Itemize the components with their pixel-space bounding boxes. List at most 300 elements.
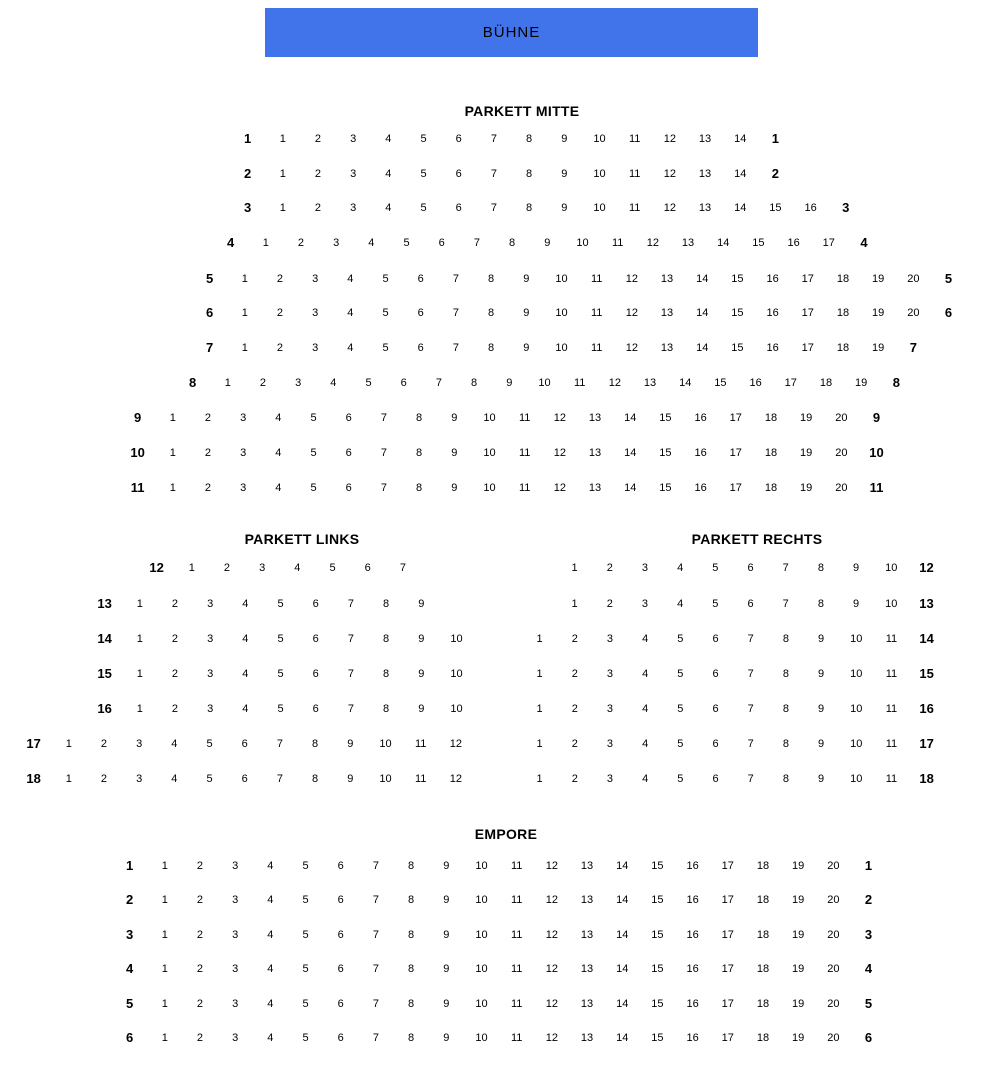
seat[interactable]: 5 xyxy=(206,738,213,750)
seat[interactable]: 11 xyxy=(414,738,427,750)
seat[interactable]: 9 xyxy=(523,273,530,285)
seat[interactable]: 19 xyxy=(872,273,885,285)
seat[interactable]: 3 xyxy=(232,860,239,872)
seat[interactable]: 4 xyxy=(267,860,274,872)
seat[interactable]: 3 xyxy=(350,168,357,180)
seat[interactable]: 2 xyxy=(606,598,613,610)
seat[interactable]: 17 xyxy=(801,342,814,354)
seat[interactable]: 19 xyxy=(800,447,813,459)
seat[interactable]: 7 xyxy=(452,273,459,285)
seat[interactable]: 7 xyxy=(747,773,754,785)
seat[interactable]: 4 xyxy=(171,738,178,750)
seat[interactable]: 2 xyxy=(196,929,204,941)
seat[interactable]: 17 xyxy=(729,482,742,494)
seat[interactable]: 4 xyxy=(368,237,375,249)
seat[interactable]: 14 xyxy=(616,929,629,941)
seat[interactable]: 13 xyxy=(698,133,712,145)
seat[interactable]: 4 xyxy=(677,562,684,574)
seat[interactable]: 10 xyxy=(475,860,488,872)
seat[interactable]: 2 xyxy=(223,562,231,574)
seat[interactable]: 15 xyxy=(651,1032,664,1044)
seat[interactable]: 16 xyxy=(804,202,817,214)
seat[interactable]: 20 xyxy=(827,929,840,941)
seat[interactable]: 3 xyxy=(207,598,214,610)
seat[interactable]: 3 xyxy=(641,562,649,574)
seat[interactable]: 11 xyxy=(510,963,523,975)
seat[interactable]: 8 xyxy=(817,598,824,610)
seat[interactable]: 5 xyxy=(310,412,317,424)
seat[interactable]: 17 xyxy=(784,377,797,389)
seat[interactable]: 7 xyxy=(347,703,354,715)
seat[interactable]: 17 xyxy=(721,998,734,1010)
seat[interactable]: 9 xyxy=(561,168,568,180)
seat[interactable]: 6 xyxy=(337,894,344,906)
seat[interactable]: 12 xyxy=(553,412,566,424)
seat[interactable]: 7 xyxy=(380,447,387,459)
seat[interactable]: 7 xyxy=(747,703,754,715)
seat[interactable]: 4 xyxy=(385,168,392,180)
seat[interactable]: 14 xyxy=(734,202,747,214)
seat[interactable]: 9 xyxy=(443,963,450,975)
seat[interactable]: 3 xyxy=(136,773,143,785)
seat[interactable]: 17 xyxy=(721,860,734,872)
seat[interactable]: 10 xyxy=(379,773,392,785)
seat[interactable]: 6 xyxy=(345,447,352,459)
seat[interactable]: 3 xyxy=(295,377,302,389)
seat[interactable]: 10 xyxy=(593,133,606,145)
seat[interactable]: 2 xyxy=(171,703,179,715)
seat[interactable]: 4 xyxy=(677,598,684,610)
seat[interactable]: 5 xyxy=(329,562,336,574)
seat[interactable]: 17 xyxy=(721,929,734,941)
seat[interactable]: 9 xyxy=(418,668,425,680)
seat[interactable]: 18 xyxy=(756,929,770,941)
seat[interactable]: 3 xyxy=(333,237,340,249)
seat[interactable]: 1 xyxy=(136,668,143,680)
seat[interactable]: 20 xyxy=(835,482,848,494)
seat[interactable]: 12 xyxy=(663,202,676,214)
seat[interactable]: 11 xyxy=(628,133,641,145)
seat[interactable]: 16 xyxy=(686,860,699,872)
seat[interactable]: 10 xyxy=(850,738,863,750)
seat[interactable]: 5 xyxy=(302,998,309,1010)
seat[interactable]: 10 xyxy=(475,963,488,975)
seat[interactable]: 9 xyxy=(818,668,825,680)
seat[interactable]: 13 xyxy=(698,202,712,214)
seat[interactable]: 20 xyxy=(835,447,848,459)
seat[interactable]: 13 xyxy=(588,412,602,424)
seat[interactable]: 4 xyxy=(347,342,354,354)
seat[interactable]: 1 xyxy=(65,773,72,785)
seat[interactable]: 1 xyxy=(536,633,543,645)
seat[interactable]: 7 xyxy=(372,894,379,906)
seat[interactable]: 20 xyxy=(907,307,920,319)
seat[interactable]: 9 xyxy=(443,998,450,1010)
seat[interactable]: 7 xyxy=(473,237,480,249)
seat[interactable]: 2 xyxy=(196,1032,204,1044)
seat[interactable]: 4 xyxy=(385,133,392,145)
seat[interactable]: 1 xyxy=(169,412,176,424)
seat[interactable]: 4 xyxy=(347,307,354,319)
seat[interactable]: 2 xyxy=(259,377,267,389)
seat[interactable]: 18 xyxy=(819,377,833,389)
seat[interactable]: 5 xyxy=(302,860,309,872)
seat[interactable]: 8 xyxy=(408,860,415,872)
seat[interactable]: 15 xyxy=(731,307,744,319)
seat[interactable]: 2 xyxy=(196,894,204,906)
seat[interactable]: 19 xyxy=(792,894,805,906)
seat[interactable]: 5 xyxy=(677,773,684,785)
seat[interactable]: 9 xyxy=(443,929,450,941)
seat[interactable]: 20 xyxy=(907,273,920,285)
seat[interactable]: 4 xyxy=(294,562,301,574)
seat[interactable]: 1 xyxy=(161,998,168,1010)
seat[interactable]: 12 xyxy=(449,773,462,785)
seat[interactable]: 3 xyxy=(259,562,266,574)
seat[interactable]: 2 xyxy=(571,773,578,785)
seat[interactable]: 7 xyxy=(372,1032,379,1044)
seat[interactable]: 6 xyxy=(337,998,344,1010)
seat[interactable]: 4 xyxy=(642,633,649,645)
seat[interactable]: 18 xyxy=(764,482,778,494)
seat[interactable]: 18 xyxy=(756,860,770,872)
seat[interactable]: 1 xyxy=(241,273,248,285)
seat[interactable]: 9 xyxy=(451,412,458,424)
seat[interactable]: 2 xyxy=(171,633,179,645)
seat[interactable]: 4 xyxy=(242,633,249,645)
seat[interactable]: 5 xyxy=(420,168,427,180)
seat[interactable]: 12 xyxy=(553,482,566,494)
seat[interactable]: 9 xyxy=(443,894,450,906)
seat[interactable]: 19 xyxy=(792,1032,805,1044)
seat[interactable]: 5 xyxy=(277,633,284,645)
seat[interactable]: 14 xyxy=(616,894,629,906)
seat[interactable]: 11 xyxy=(885,633,898,645)
seat[interactable]: 2 xyxy=(204,447,212,459)
seat[interactable]: 9 xyxy=(853,598,860,610)
seat[interactable]: 3 xyxy=(240,412,247,424)
seat[interactable]: 1 xyxy=(161,929,168,941)
seat[interactable]: 7 xyxy=(747,668,754,680)
seat[interactable]: 1 xyxy=(161,963,168,975)
seat[interactable]: 10 xyxy=(538,377,551,389)
seat[interactable]: 5 xyxy=(277,598,284,610)
seat[interactable]: 17 xyxy=(801,273,814,285)
seat[interactable]: 8 xyxy=(488,273,495,285)
seat[interactable]: 14 xyxy=(696,273,709,285)
seat[interactable]: 18 xyxy=(756,998,770,1010)
seat[interactable]: 6 xyxy=(712,668,719,680)
seat[interactable]: 6 xyxy=(712,633,719,645)
seat[interactable]: 4 xyxy=(267,963,274,975)
seat[interactable]: 7 xyxy=(435,377,442,389)
seat[interactable]: 7 xyxy=(490,133,497,145)
seat[interactable]: 8 xyxy=(312,773,319,785)
seat[interactable]: 8 xyxy=(782,738,789,750)
seat[interactable]: 10 xyxy=(450,633,463,645)
seat[interactable]: 6 xyxy=(747,598,754,610)
seat[interactable]: 2 xyxy=(571,633,578,645)
seat[interactable]: 3 xyxy=(232,998,239,1010)
seat[interactable]: 4 xyxy=(242,598,249,610)
seat[interactable]: 18 xyxy=(756,1032,770,1044)
seat[interactable]: 8 xyxy=(383,668,390,680)
seat[interactable]: 4 xyxy=(385,202,392,214)
seat[interactable]: 8 xyxy=(488,307,495,319)
seat[interactable]: 6 xyxy=(337,929,344,941)
seat[interactable]: 14 xyxy=(624,412,637,424)
seat[interactable]: 19 xyxy=(872,307,885,319)
seat[interactable]: 5 xyxy=(365,377,372,389)
seat[interactable]: 12 xyxy=(449,738,462,750)
seat[interactable]: 8 xyxy=(408,894,415,906)
seat[interactable]: 3 xyxy=(312,307,319,319)
seat[interactable]: 2 xyxy=(204,412,212,424)
seat[interactable]: 16 xyxy=(686,929,699,941)
seat[interactable]: 6 xyxy=(712,773,719,785)
seat[interactable]: 4 xyxy=(330,377,337,389)
seat[interactable]: 11 xyxy=(885,773,898,785)
seat[interactable]: 7 xyxy=(347,668,354,680)
seat[interactable]: 5 xyxy=(712,598,719,610)
seat[interactable]: 5 xyxy=(677,633,684,645)
seat[interactable]: 12 xyxy=(625,342,638,354)
seat[interactable]: 14 xyxy=(624,447,637,459)
seat[interactable]: 9 xyxy=(418,703,425,715)
seat[interactable]: 6 xyxy=(312,598,319,610)
seat[interactable]: 2 xyxy=(171,668,179,680)
seat[interactable]: 12 xyxy=(608,377,621,389)
seat[interactable]: 20 xyxy=(827,894,840,906)
seat[interactable]: 10 xyxy=(885,598,898,610)
seat[interactable]: 9 xyxy=(818,738,825,750)
seat[interactable]: 15 xyxy=(651,894,664,906)
seat[interactable]: 1 xyxy=(65,738,72,750)
seat[interactable]: 20 xyxy=(827,963,840,975)
seat[interactable]: 12 xyxy=(545,860,558,872)
seat[interactable]: 8 xyxy=(782,633,789,645)
seat[interactable]: 13 xyxy=(681,237,695,249)
seat[interactable]: 3 xyxy=(240,482,247,494)
seat[interactable]: 14 xyxy=(734,133,747,145)
seat[interactable]: 5 xyxy=(277,703,284,715)
seat[interactable]: 14 xyxy=(616,860,629,872)
seat[interactable]: 10 xyxy=(885,562,898,574)
seat[interactable]: 8 xyxy=(509,237,516,249)
seat[interactable]: 10 xyxy=(555,342,568,354)
seat[interactable]: 15 xyxy=(651,860,664,872)
seat[interactable]: 15 xyxy=(659,412,672,424)
seat[interactable]: 4 xyxy=(267,894,274,906)
seat[interactable]: 11 xyxy=(590,342,603,354)
seat[interactable]: 18 xyxy=(836,273,850,285)
seat[interactable]: 6 xyxy=(417,307,424,319)
seat[interactable]: 1 xyxy=(536,773,543,785)
seat[interactable]: 4 xyxy=(347,273,354,285)
seat[interactable]: 3 xyxy=(207,668,214,680)
seat[interactable]: 15 xyxy=(731,273,744,285)
seat[interactable]: 4 xyxy=(275,412,282,424)
seat[interactable]: 10 xyxy=(850,703,863,715)
seat[interactable]: 9 xyxy=(451,482,458,494)
seat[interactable]: 19 xyxy=(800,412,813,424)
seat[interactable]: 3 xyxy=(606,633,614,645)
seat[interactable]: 6 xyxy=(241,773,248,785)
seat[interactable]: 15 xyxy=(659,482,672,494)
seat[interactable]: 3 xyxy=(606,668,614,680)
seat[interactable]: 5 xyxy=(206,773,213,785)
seat[interactable]: 13 xyxy=(588,482,602,494)
seat[interactable]: 19 xyxy=(792,998,805,1010)
seat[interactable]: 4 xyxy=(267,1032,274,1044)
seat[interactable]: 9 xyxy=(418,633,425,645)
seat[interactable]: 6 xyxy=(337,963,344,975)
seat[interactable]: 11 xyxy=(510,894,523,906)
seat[interactable]: 6 xyxy=(747,562,754,574)
seat[interactable]: 8 xyxy=(471,377,478,389)
seat[interactable]: 2 xyxy=(571,703,578,715)
seat[interactable]: 8 xyxy=(782,703,789,715)
seat[interactable]: 8 xyxy=(408,1032,415,1044)
seat[interactable]: 8 xyxy=(416,412,423,424)
seat[interactable]: 12 xyxy=(545,1032,558,1044)
seat[interactable]: 1 xyxy=(161,894,168,906)
seat[interactable]: 20 xyxy=(827,1032,840,1044)
seat[interactable]: 2 xyxy=(171,598,179,610)
seat[interactable]: 7 xyxy=(276,738,283,750)
seat[interactable]: 1 xyxy=(571,598,578,610)
seat[interactable]: 13 xyxy=(643,377,657,389)
seat[interactable]: 6 xyxy=(312,633,319,645)
seat[interactable]: 7 xyxy=(380,482,387,494)
seat[interactable]: 2 xyxy=(276,342,284,354)
seat[interactable]: 4 xyxy=(275,482,282,494)
seat[interactable]: 17 xyxy=(801,307,814,319)
seat[interactable]: 5 xyxy=(302,963,309,975)
seat[interactable]: 6 xyxy=(345,412,352,424)
seat[interactable]: 6 xyxy=(364,562,371,574)
seat[interactable]: 18 xyxy=(764,447,778,459)
seat[interactable]: 3 xyxy=(136,738,143,750)
seat[interactable]: 12 xyxy=(625,273,638,285)
seat[interactable]: 2 xyxy=(571,668,578,680)
seat[interactable]: 3 xyxy=(240,447,247,459)
seat[interactable]: 19 xyxy=(855,377,868,389)
seat[interactable]: 11 xyxy=(885,738,898,750)
seat[interactable]: 4 xyxy=(642,773,649,785)
seat[interactable]: 3 xyxy=(606,703,614,715)
seat[interactable]: 8 xyxy=(312,738,319,750)
seat[interactable]: 4 xyxy=(267,929,274,941)
seat[interactable]: 7 xyxy=(372,998,379,1010)
seat[interactable]: 2 xyxy=(276,307,284,319)
seat[interactable]: 17 xyxy=(721,963,734,975)
seat[interactable]: 2 xyxy=(100,773,108,785)
seat[interactable]: 7 xyxy=(782,598,789,610)
seat[interactable]: 14 xyxy=(679,377,692,389)
seat[interactable]: 11 xyxy=(510,929,523,941)
seat[interactable]: 5 xyxy=(382,342,389,354)
seat[interactable]: 7 xyxy=(747,633,754,645)
seat[interactable]: 10 xyxy=(576,237,589,249)
seat[interactable]: 1 xyxy=(169,482,176,494)
seat[interactable]: 9 xyxy=(347,738,354,750)
seat[interactable]: 12 xyxy=(646,237,659,249)
seat[interactable]: 9 xyxy=(544,237,551,249)
seat[interactable]: 1 xyxy=(224,377,231,389)
seat[interactable]: 6 xyxy=(241,738,248,750)
seat[interactable]: 10 xyxy=(483,482,496,494)
seat[interactable]: 1 xyxy=(536,703,543,715)
seat[interactable]: 6 xyxy=(455,133,462,145)
seat[interactable]: 8 xyxy=(383,598,390,610)
seat[interactable]: 1 xyxy=(241,342,248,354)
seat[interactable]: 3 xyxy=(641,598,649,610)
seat[interactable]: 5 xyxy=(712,562,719,574)
seat[interactable]: 16 xyxy=(686,963,699,975)
seat[interactable]: 7 xyxy=(276,773,283,785)
seat[interactable]: 17 xyxy=(721,1032,734,1044)
seat[interactable]: 8 xyxy=(383,633,390,645)
seat[interactable]: 4 xyxy=(242,668,249,680)
seat[interactable]: 9 xyxy=(561,202,568,214)
seat[interactable]: 2 xyxy=(314,202,322,214)
seat[interactable]: 4 xyxy=(267,998,274,1010)
seat[interactable]: 14 xyxy=(616,963,629,975)
seat[interactable]: 10 xyxy=(483,412,496,424)
seat[interactable]: 5 xyxy=(277,668,284,680)
seat[interactable]: 17 xyxy=(729,412,742,424)
seat[interactable]: 16 xyxy=(694,412,707,424)
seat[interactable]: 10 xyxy=(555,273,568,285)
seat[interactable]: 15 xyxy=(651,998,664,1010)
seat[interactable]: 10 xyxy=(850,633,863,645)
seat[interactable]: 10 xyxy=(593,168,606,180)
seat[interactable]: 4 xyxy=(642,703,649,715)
seat[interactable]: 13 xyxy=(660,342,674,354)
seat[interactable]: 11 xyxy=(885,668,898,680)
seat[interactable]: 3 xyxy=(232,1032,239,1044)
seat[interactable]: 2 xyxy=(606,562,613,574)
seat[interactable]: 8 xyxy=(782,773,789,785)
seat[interactable]: 5 xyxy=(677,703,684,715)
seat[interactable]: 2 xyxy=(196,998,204,1010)
seat[interactable]: 10 xyxy=(850,668,863,680)
seat[interactable]: 13 xyxy=(660,307,674,319)
seat[interactable]: 1 xyxy=(169,447,176,459)
seat[interactable]: 15 xyxy=(769,202,782,214)
seat[interactable]: 17 xyxy=(729,447,742,459)
seat[interactable]: 1 xyxy=(136,633,143,645)
seat[interactable]: 13 xyxy=(580,998,594,1010)
seat[interactable]: 7 xyxy=(399,562,406,574)
seat[interactable]: 15 xyxy=(714,377,727,389)
seat[interactable]: 7 xyxy=(782,562,789,574)
seat[interactable]: 3 xyxy=(350,202,357,214)
seat[interactable]: 7 xyxy=(372,963,379,975)
seat[interactable]: 13 xyxy=(698,168,712,180)
seat[interactable]: 10 xyxy=(475,929,488,941)
seat[interactable]: 14 xyxy=(734,168,747,180)
seat[interactable]: 10 xyxy=(593,202,606,214)
seat[interactable]: 11 xyxy=(628,202,641,214)
seat[interactable]: 4 xyxy=(642,668,649,680)
seat[interactable]: 9 xyxy=(443,1032,450,1044)
seat[interactable]: 8 xyxy=(526,133,533,145)
seat[interactable]: 7 xyxy=(452,307,459,319)
seat[interactable]: 10 xyxy=(450,703,463,715)
seat[interactable]: 8 xyxy=(817,562,824,574)
